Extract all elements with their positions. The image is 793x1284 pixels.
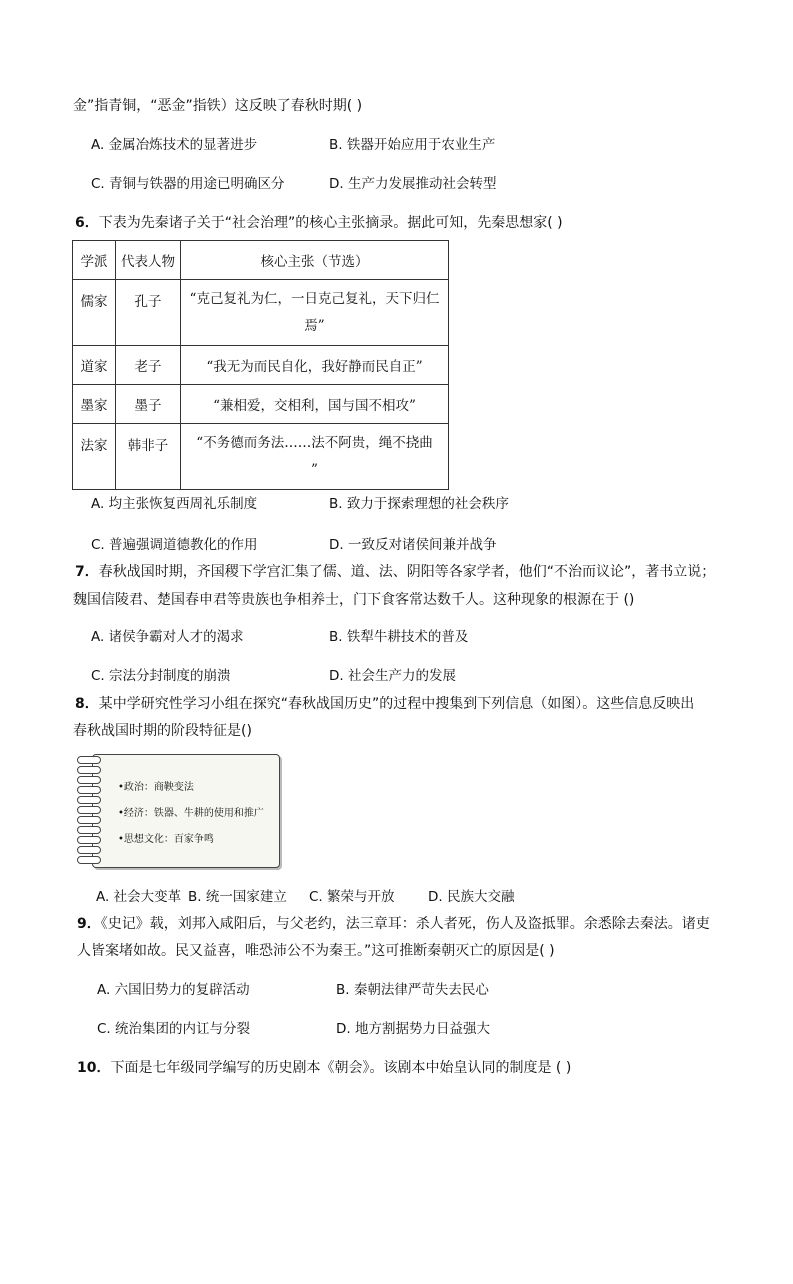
claim-cell — [181, 424, 449, 490]
notebook-info-card — [74, 752, 280, 870]
question-number: 6． — [75, 215, 99, 231]
table-header-row — [73, 241, 449, 280]
school-cell: 道家 — [73, 346, 116, 385]
q6-option-c: C. 普遍强调道德教化的作用 — [91, 537, 258, 553]
q5-option-c: C. 青铜与铁器的用途已明确区分 — [91, 176, 285, 192]
card-item-culture: •思想文化：百家争鸣 — [118, 834, 214, 845]
question-text: 春秋战国时期，齐国稷下学宫汇集了儒、道、法、阴阳等各家学者，他们“不治而议论”，著书立说； — [98, 564, 716, 580]
q8-option-d: D. 民族大交融 — [428, 889, 515, 905]
q9-option-d: D. 地方割据势力日益强大 — [336, 1021, 490, 1037]
school-cell: 法家 — [73, 424, 116, 490]
q5-option-a: A. 金属冶炼技术的显著进步 — [91, 137, 258, 153]
question-7-stem-line1 — [75, 562, 715, 582]
q7-option-b: B. 铁犁牛耕技术的普及 — [329, 629, 469, 645]
card-item-economy: •经济：铁器、牛耕的使用和推广 — [118, 808, 264, 819]
claim-line: “不务德而务法……法不阿贵，绳不挠曲 — [196, 434, 433, 451]
q6-option-a: A. 均主张恢复西周礼乐制度 — [91, 496, 258, 512]
question-text: 某中学研究性学习小组在探究“春秋战国历史”的过程中搜集到下列信息（如图）。这些信息反映出 — [98, 696, 695, 712]
q9-option-a: A. 六国旧势力的复辟活动 — [97, 982, 250, 998]
question-text: 《史记》载，刘邦入咸阳后，与父老约，法三章耳：杀人者死，伤人及盗抵罪。余悉除去秦法。诸吏 — [100, 916, 710, 932]
schools-table — [72, 240, 449, 490]
claim-line: 焉” — [304, 317, 325, 334]
spiral-binding-icon — [74, 756, 104, 866]
q7-option-d: D. 社会生产力的发展 — [329, 668, 456, 684]
question-8-stem-line2: 春秋战国时期的阶段特征是() — [73, 723, 252, 739]
table-header-school: 学派 — [73, 241, 116, 280]
q5-stem-tail: 金”指青铜，“恶金”指铁）这反映了春秋时期( ) — [73, 98, 363, 114]
question-number: 9． — [77, 916, 101, 932]
question-text: 下表为先秦诸子关于“社会治理”的核心主张摘录。据此可知，先秦思想家( ) — [98, 215, 563, 231]
q5-option-d: D. 生产力发展推动社会转型 — [329, 176, 497, 192]
table-row — [73, 280, 449, 346]
q7-option-c: C. 宗法分封制度的崩溃 — [91, 668, 231, 684]
table-row — [73, 424, 449, 490]
person-cell: 孔子 — [116, 280, 181, 346]
question-6-stem — [75, 213, 563, 233]
q5-option-b: B. 铁器开始应用于农业生产 — [329, 137, 496, 153]
question-number: 10． — [77, 1060, 111, 1076]
school-cell: 儒家 — [73, 280, 116, 346]
table-row — [73, 385, 449, 424]
table-header-claim: 核心主张（节选） — [181, 241, 449, 280]
table-header-person: 代表人物 — [116, 241, 181, 280]
school-cell: 墨家 — [73, 385, 116, 424]
question-number: 8． — [75, 696, 99, 712]
question-9-stem-line2: 人皆案堵如故。民又益喜，唯恐沛公不为秦王。”这可推断秦朝灭亡的原因是( ) — [77, 943, 555, 959]
q9-option-b: B. 秦朝法律严苛失去民心 — [336, 982, 489, 998]
question-10-stem — [77, 1058, 571, 1078]
q6-option-d: D. 一致反对诸侯间兼并战争 — [329, 537, 497, 553]
claim-line: ” — [311, 461, 318, 478]
claim-cell — [181, 280, 449, 346]
person-cell: 韩非子 — [116, 424, 181, 490]
claim-cell: “我无为而民自化，我好静而民自正” — [181, 346, 449, 385]
card-item-politics: •政治：商鞅变法 — [118, 782, 194, 793]
question-9-stem-line1 — [77, 914, 710, 934]
q8-option-b: B. 统一国家建立 — [188, 889, 287, 905]
table-row — [73, 346, 449, 385]
q9-option-c: C. 统治集团的内讧与分裂 — [97, 1021, 251, 1037]
person-cell: 墨子 — [116, 385, 181, 424]
claim-cell: “兼相爱，交相利，国与国不相攻” — [181, 385, 449, 424]
claim-line: “克己复礼为仁，一日克己复礼，天下归仁 — [189, 290, 440, 307]
q8-option-c: C. 繁荣与开放 — [309, 889, 395, 905]
q6-option-b: B. 致力于探索理想的社会秩序 — [329, 496, 509, 512]
person-cell: 老子 — [116, 346, 181, 385]
q7-option-a: A. 诸侯争霸对人才的渴求 — [91, 629, 244, 645]
q8-option-a: A. 社会大变革 — [96, 889, 182, 905]
question-7-stem-line2: 魏国信陵君、楚国春申君等贵族也争相养士，门下食客常达数千人。这种现象的根源在于 () — [73, 592, 635, 608]
question-8-stem-line1 — [75, 694, 694, 714]
question-text: 下面是七年级同学编写的历史剧本《朝会》。该剧本中始皇认同的制度是 ( ) — [110, 1060, 572, 1076]
question-number: 7． — [75, 564, 99, 580]
